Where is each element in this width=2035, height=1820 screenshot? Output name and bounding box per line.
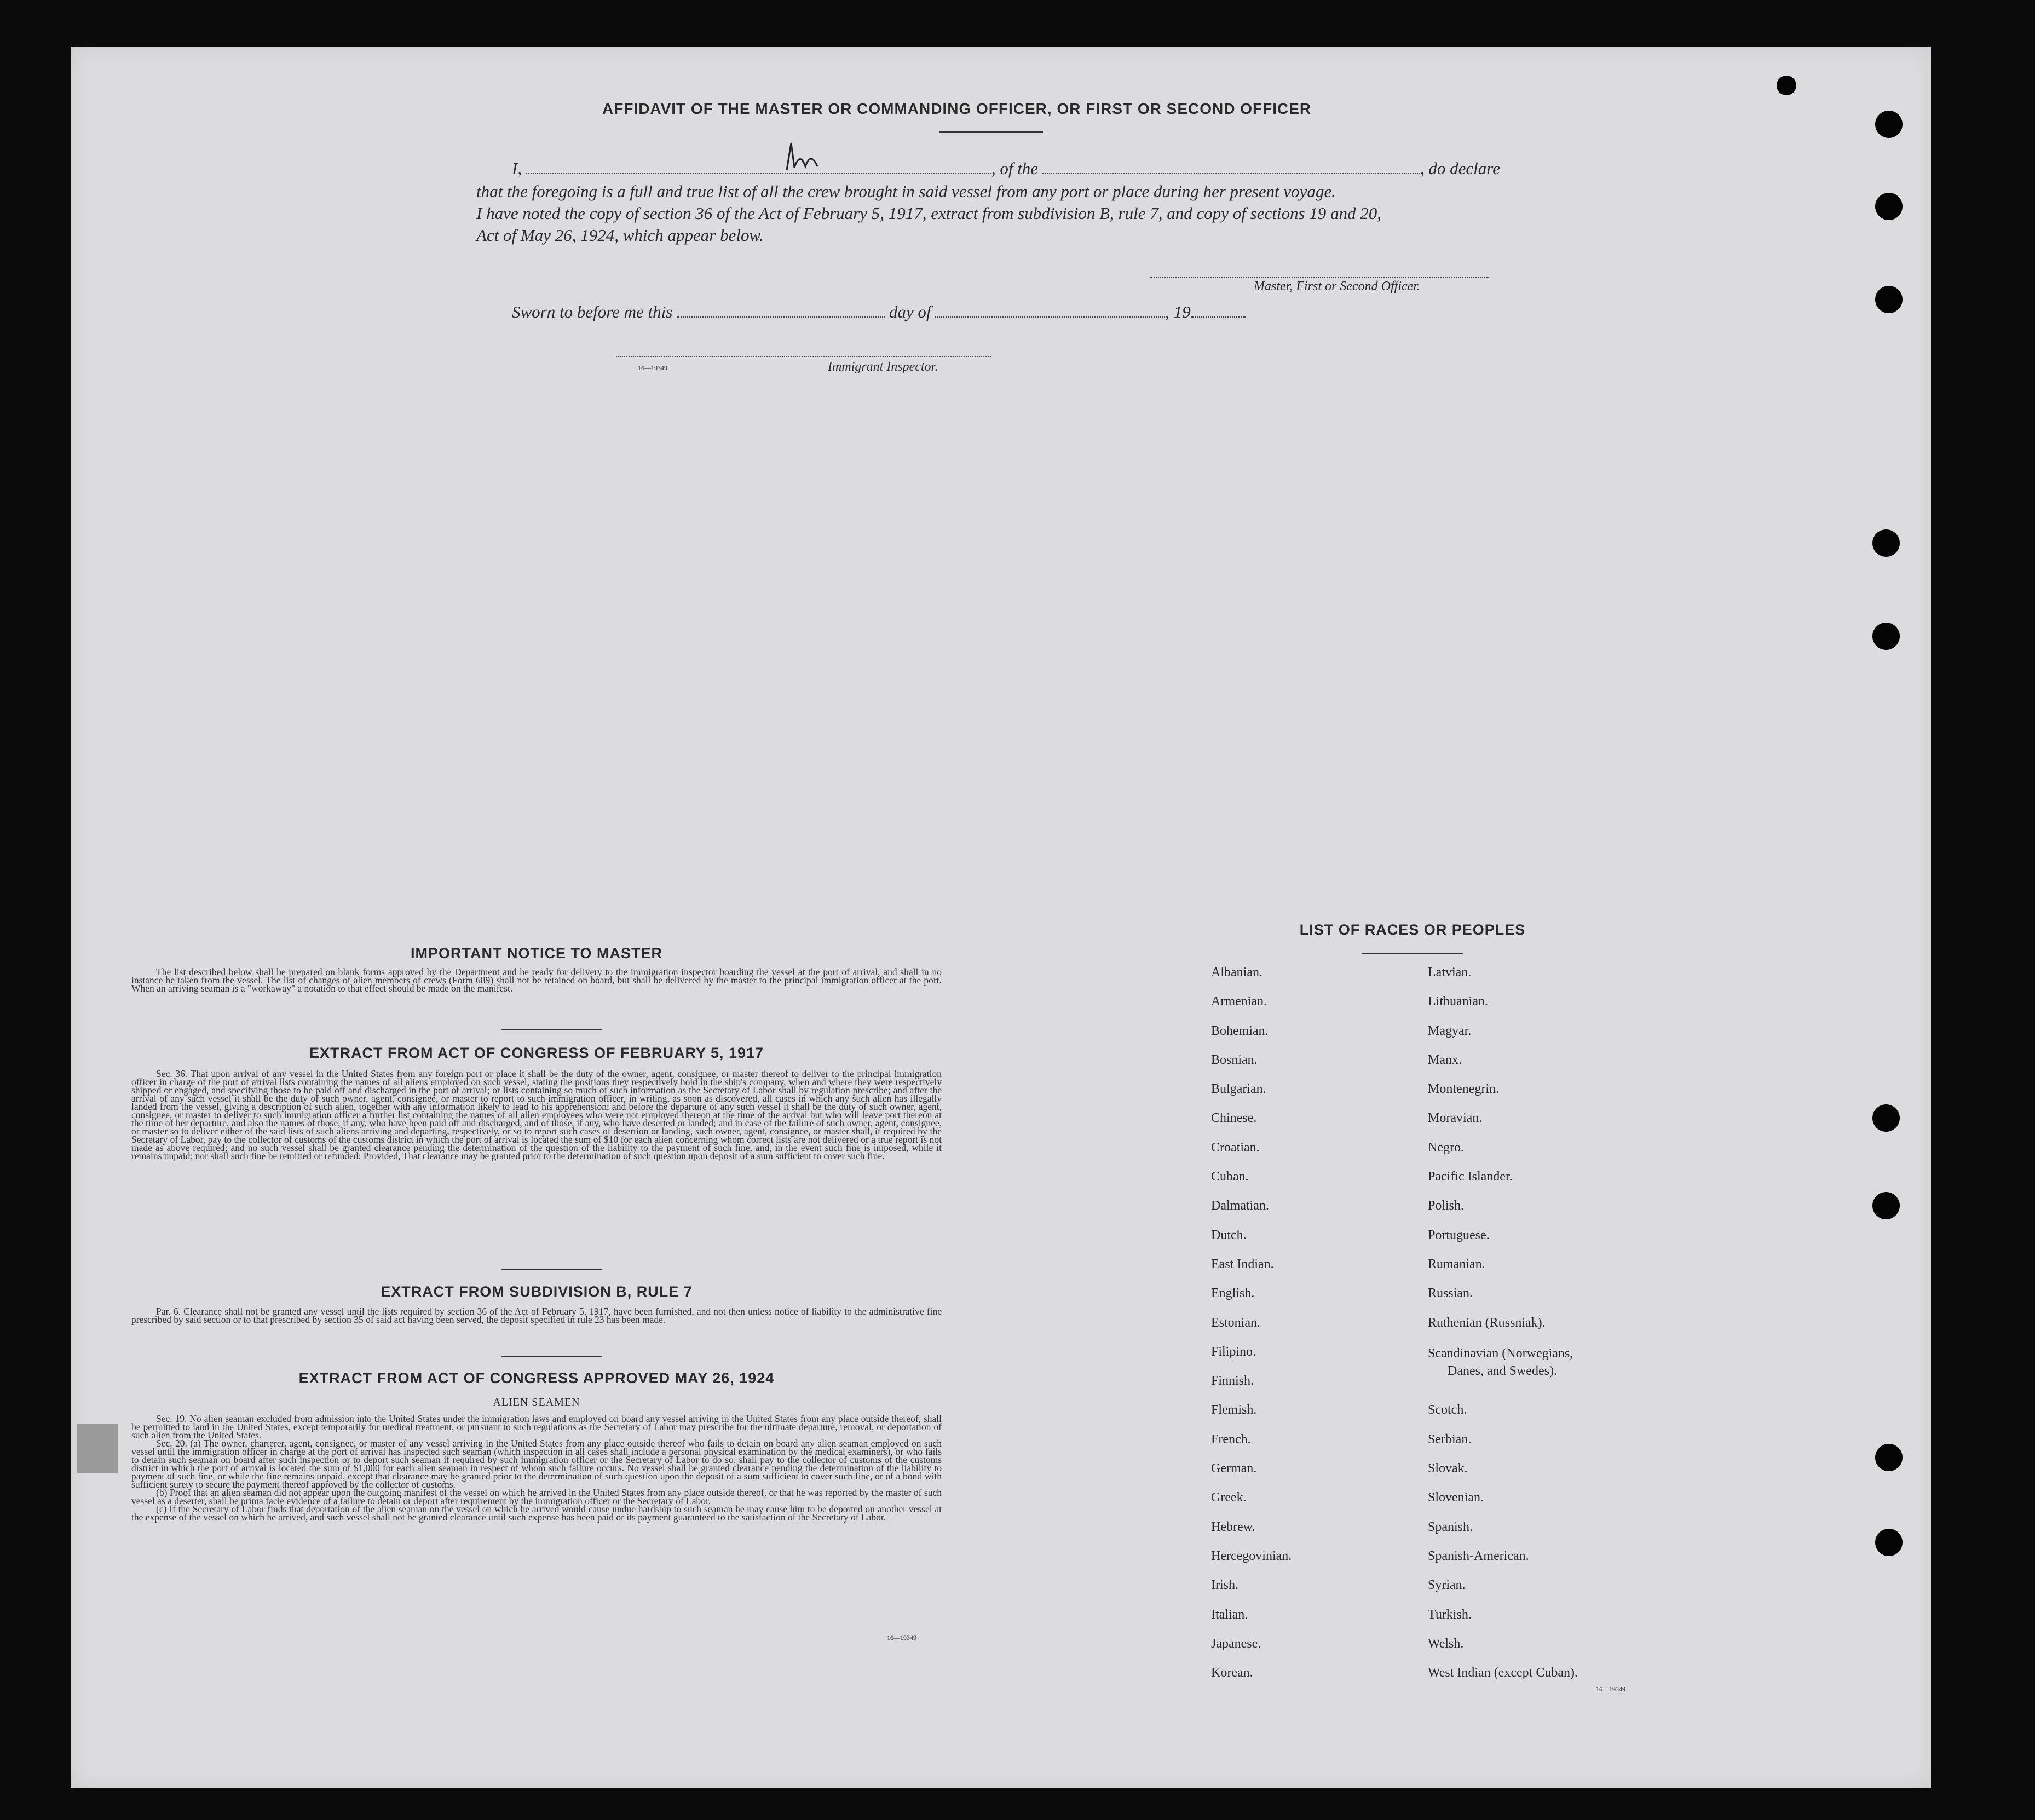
race-item: Portuguese. xyxy=(1428,1228,1490,1242)
binder-hole xyxy=(1872,529,1900,557)
race-item: German. xyxy=(1211,1461,1257,1476)
sworn-year-field[interactable] xyxy=(1191,303,1246,318)
races-title-rule xyxy=(1362,953,1463,954)
race-item: Montenegrin. xyxy=(1428,1082,1499,1097)
binder-hole xyxy=(1872,1192,1900,1219)
extract-rule7-title: EXTRACT FROM SUBDIVISION B, RULE 7 xyxy=(381,1283,693,1300)
affidavit-i: I, xyxy=(512,159,522,178)
race-item-scandinavian: Scandinavian (Norwegians, xyxy=(1428,1346,1573,1361)
race-item: Slovak. xyxy=(1428,1461,1468,1476)
binder-hole xyxy=(1875,286,1903,313)
extract-form-number: 16—19349 xyxy=(887,1634,916,1642)
race-item: Filipino. xyxy=(1211,1344,1256,1359)
races-title: LIST OF RACES OR PEOPLES xyxy=(1299,921,1526,938)
race-item: Armenian. xyxy=(1211,994,1267,1009)
affidavit-line-4: Act of May 26, 1924, which appear below. xyxy=(476,226,764,245)
race-item: Dutch. xyxy=(1211,1228,1247,1242)
extract-1917-title: EXTRACT FROM ACT OF CONGRESS OF FEBRUARY 5, 1917 xyxy=(309,1045,764,1061)
race-item: West Indian (except Cuban). xyxy=(1428,1666,1578,1680)
race-item: Latvian. xyxy=(1428,965,1472,980)
race-item: Bosnian. xyxy=(1211,1052,1258,1067)
sec-20a: Sec. 20. (a) The owner, charterer, agent, consignee, or master of any vessel arriving in the United States from any place outside thereof who fails to detain on board any alien seaman employed on such vessel until the immigration officer in charge at the port of arrival has inspected such seaman (which inspection in all cases shall include a personal physical examination by the medical examiners), or who fails to detain such seaman on board after such inspection or to deport such seaman if required by such immigration officer or the Secretary of Labor to do so, shall pay to the collector of customs of the customs district in which the port of arrival is located the sum of $1,000 for each alien seaman in respect of whom such failure occurs. No vessel shall be granted clearance pending the determination of the liability to payment of such fine, or while the fine remains unpaid, except that clearance may be granted prior to the determination of such question upon the deposit of a sum sufficient to cover such fine, or of a bond with sufficient surety to secure the payment thereof approved by the collector of customs. xyxy=(131,1438,942,1490)
race-item: Japanese. xyxy=(1211,1636,1261,1651)
affidavit-line-2: that the foregoing is a full and true list of all the crew brought in said vessel from any port or place during her present voyage. xyxy=(476,182,1336,201)
section-rule xyxy=(501,1356,602,1357)
sworn-year: , 19 xyxy=(1165,302,1191,321)
race-item: Rumanian. xyxy=(1428,1257,1485,1271)
race-item: Spanish-American. xyxy=(1428,1548,1529,1563)
officer-name-field[interactable] xyxy=(526,160,991,174)
race-item: Greek. xyxy=(1211,1490,1247,1505)
race-item: East Indian. xyxy=(1211,1257,1274,1271)
race-item: Dalmatian. xyxy=(1211,1199,1269,1213)
races-right-column xyxy=(1428,965,1578,1695)
tape-mark xyxy=(77,1424,118,1473)
binder-hole xyxy=(1872,1104,1900,1132)
binder-hole xyxy=(1875,1444,1903,1471)
sworn-prefix: Sworn to before me this xyxy=(512,302,673,321)
affidavit-do-declare: , do declare xyxy=(1420,159,1500,178)
race-item: Estonian. xyxy=(1211,1315,1260,1330)
title-rule xyxy=(939,131,1043,133)
race-item: Bohemian. xyxy=(1211,1023,1269,1038)
inspector-caption: Immigrant Inspector. xyxy=(828,360,938,374)
binder-hole xyxy=(1872,623,1900,650)
races-left-column xyxy=(1211,965,1292,1695)
master-signature-line[interactable] xyxy=(1150,277,1489,278)
extract-rule7-body: Par. 6. Clearance shall not be granted any vessel until the lists required by section 36 of the Act of February 5, 1917, have been furnished, and not then unless notice of liability to the administrative fine prescribed by said section or to that prescribed by section 35 of said act having been served, the deposit specified in rule 23 has been made. xyxy=(131,1306,942,1325)
binder-hole xyxy=(1875,193,1903,220)
sec-20c: (c) If the Secretary of Labor finds that deportation of the alien seaman on the vessel on which he arrived would cause undue hardship to such seaman he may cause him to be deported on another vessel at the expense of the vessel on which he arrived, and such vessel shall not be granted clearance until such expense has been paid or its payment guaranteed to the satisfaction of the Secretary of Labor. xyxy=(131,1504,942,1523)
race-item: Italian. xyxy=(1211,1607,1248,1622)
section-rule xyxy=(501,1029,602,1030)
sec-19: Sec. 19. No alien seaman excluded from admission into the United States under the immigration laws and employed on board any vessel arriving in the United States from any place outside thereof, shall be permitted to land in the United States, except temporarily for medical treatment, or pursuant to such regulations as the Secretary of Labor may prescribe for the ultimate departure, removal, or deportation of such alien from the United States. xyxy=(131,1413,942,1441)
sworn-date-field[interactable] xyxy=(677,303,885,318)
race-item: Hercegovinian. xyxy=(1211,1548,1292,1563)
inspector-signature-line[interactable] xyxy=(616,356,991,357)
notice-title: IMPORTANT NOTICE TO MASTER xyxy=(411,945,662,961)
race-item: French. xyxy=(1211,1432,1251,1447)
race-item: Polish. xyxy=(1428,1199,1465,1213)
race-item: Finnish. xyxy=(1211,1374,1254,1389)
vessel-name-field[interactable] xyxy=(1042,160,1420,174)
race-item: Croatian. xyxy=(1211,1140,1260,1155)
race-item: Turkish. xyxy=(1428,1607,1472,1622)
extract-1924-subtitle: ALIEN SEAMEN xyxy=(493,1396,580,1408)
race-item: Welsh. xyxy=(1428,1636,1464,1651)
affidavit-form-number: 16—19349 xyxy=(638,364,667,372)
race-item: Cuban. xyxy=(1211,1170,1249,1184)
race-item xyxy=(1428,1345,1578,1403)
race-item: Serbian. xyxy=(1428,1432,1472,1447)
race-item: Korean. xyxy=(1211,1666,1253,1680)
race-item: Albanian. xyxy=(1211,965,1262,980)
races-form-number: 16—19349 xyxy=(1596,1685,1625,1693)
binder-hole xyxy=(1875,1529,1903,1556)
race-item: Magyar. xyxy=(1428,1023,1472,1038)
binder-hole xyxy=(1875,111,1903,138)
race-item: Manx. xyxy=(1428,1052,1462,1067)
section-rule xyxy=(501,1269,602,1270)
affidavit-title: AFFIDAVIT OF THE MASTER OR COMMANDING OFFICER, OR FIRST OR SECOND OFFICER xyxy=(602,100,1312,117)
race-item: Pacific Islander. xyxy=(1428,1170,1513,1184)
extract-1924-body xyxy=(131,1415,942,1522)
race-item: Syrian. xyxy=(1428,1578,1466,1593)
sworn-line xyxy=(512,302,1246,322)
sworn-day-of: day of xyxy=(889,302,931,321)
race-item: Slovenian. xyxy=(1428,1490,1484,1505)
race-item: Spanish. xyxy=(1428,1519,1473,1534)
race-item-scandinavian-cont: Danes, and Swedes). xyxy=(1448,1363,1557,1378)
race-item: Russian. xyxy=(1428,1286,1473,1301)
race-item: Ruthenian (Russniak). xyxy=(1428,1315,1546,1330)
race-item: Hebrew. xyxy=(1211,1519,1255,1534)
extract-1924-title: EXTRACT FROM ACT OF CONGRESS APPROVED MAY 26, 1924 xyxy=(298,1370,775,1386)
race-item: Scotch. xyxy=(1428,1403,1467,1418)
notice-body: The list described below shall be prepared on blank forms approved by the Department and be ready for delivery to the immigration inspector boarding the vessel at the port of arrival, and shall in no instance be taken from the vessel. The list of changes of alien members of crews (Form 689) shall not be retained on board, but shall be delivered by the master to the principal immigration officer at the port. When an arriving seaman is a "workaway" a notation to that effect should be made on the manifest. xyxy=(131,966,942,994)
race-item: English. xyxy=(1211,1286,1255,1301)
race-item: Flemish. xyxy=(1211,1403,1257,1418)
affidavit-line-1 xyxy=(512,159,1500,178)
sec-20b: (b) Proof that an alien seaman did not appear upon the outgoing manifest of the vessel on which he arrived in the United States from any place outside thereof, or that he was reported by the master of such vessel as a deserter, shall be prima facie evidence of a failure to detain or deport after requirement by the immigration officer or the Secretary of Labor. xyxy=(131,1487,942,1506)
extract-1917-body: Sec. 36. That upon arrival of any vessel in the United States from any foreign port or place it shall be the duty of the owner, agent, consignee, or master thereof to deliver to the principal immigration officer in charge of the port of arrival lists containing the names of all aliens employed on such vessel, stating the positions they respectively hold in the ship's company, when and where they were respectively shipped or engaged, and specifying those to be paid off and discharged in the port of arrival; or lists containing so much of such information as the Secretary of Labor shall by regulation prescribe; and after the arrival of any such vessel it shall be the duty of such owner, agent, consignee, or master to report to such immigration officer, in writing, as soon as discovered, all cases in which any such alien has illegally landed from the vessel, giving a description of such alien, together with any information likely to lead to his apprehension; and before the departure of any such vessel it shall be the duty of such owner, agent, consignee, or master to deliver to such immigration officer a further list containing the names of all alien employees who were not employed thereon at the time of the arrival but who will leave port thereon at the time of her departure, and also the names of those, if any, who have been paid off and discharged, and of those, if any, who have deserted or landed; and in case of the failure of such owner, agent, consignee, or master so to deliver either of the said lists of such aliens arriving and departing, respectively, or so to report such cases of desertion or landing, such owner, agent, consignee, or master shall, if required by the Secretary of Labor, pay to the collector of customs of the customs district in which the port of arrival is located the sum of $10 for each alien concerning whom correct lists are not delivered or a true report is not made as above required; and no such vessel shall be granted clearance pending the determination of the question of the liability to the payment of such fine, and, in the event such fine is imposed, while it remains unpaid; nor shall such fine be remitted or refunded: Provided, That clearance may be granted prior to the determination of such question upon deposit of a sum sufficient to cover such fine. xyxy=(131,1068,942,1161)
sworn-month-field[interactable] xyxy=(935,303,1165,318)
affidavit-line-3: I have noted the copy of section 36 of the Act of February 5, 1917, extract from subdivision B, rule 7, and copy of sections 19 and 20, xyxy=(476,204,1382,223)
race-item: Bulgarian. xyxy=(1211,1082,1266,1097)
race-item: Moravian. xyxy=(1428,1111,1483,1126)
handwritten-mark xyxy=(783,140,827,173)
affidavit-of-the: , of the xyxy=(991,159,1039,178)
binder-hole xyxy=(1777,76,1796,95)
race-item: Negro. xyxy=(1428,1140,1464,1155)
master-caption: Master, First or Second Officer. xyxy=(1254,279,1420,293)
race-item: Lithuanian. xyxy=(1428,994,1488,1009)
race-item: Irish. xyxy=(1211,1578,1238,1593)
race-item: Chinese. xyxy=(1211,1111,1257,1126)
